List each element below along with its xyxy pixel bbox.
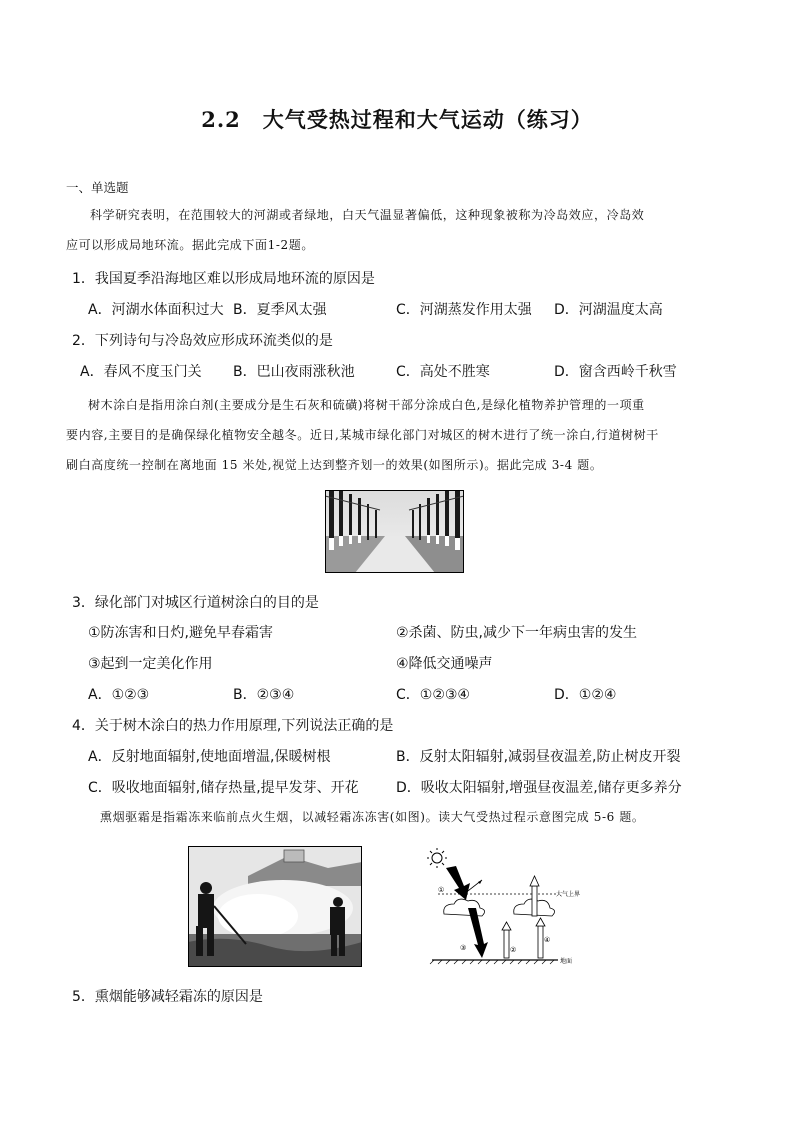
question-1-option-b[interactable]: B．夏季风太强 bbox=[233, 302, 327, 318]
section-heading: 一、单选题 bbox=[66, 180, 129, 195]
atmosphere-heating-diagram bbox=[424, 846, 584, 968]
question-4-option-c[interactable]: C．吸收地面辐射,储存热量,提早发芽、开花 bbox=[88, 780, 359, 796]
question-3-statement-4: ④降低交通噪声 bbox=[396, 656, 493, 672]
question-3-option-c[interactable]: C．①②③④ bbox=[396, 687, 470, 703]
question-3-statement-1: ①防冻害和日灼,避免早春霜害 bbox=[88, 625, 274, 641]
question-4-stem: 4．关于树木涂白的热力作用原理,下列说法正确的是 bbox=[72, 718, 394, 734]
label-ground: 地面 bbox=[560, 958, 573, 965]
question-3-stem: 3．绿化部门对城区行道树涂白的目的是 bbox=[72, 595, 319, 611]
question-4-option-d[interactable]: D．吸收太阳辐射,增强昼夜温差,储存更多养分 bbox=[396, 780, 682, 796]
question-1-option-d[interactable]: D．河湖温度太高 bbox=[554, 302, 663, 318]
question-2-option-b[interactable]: B．巴山夜雨涨秋池 bbox=[233, 364, 355, 380]
question-3-statement-2: ②杀菌、防虫,减少下一年病虫害的发生 bbox=[396, 625, 637, 641]
question-2-option-a[interactable]: A．春风不度玉门关 bbox=[80, 364, 202, 380]
question-5-stem: 5．熏烟能够减轻霜冻的原因是 bbox=[72, 989, 263, 1005]
passage-2-line-1: 树木涂白是指用涂白剂(主要成分是生石灰和硫磺)将树干部分涂成白色,是绿化植物养护管理的一项重 bbox=[88, 398, 645, 412]
label-atmosphere-top: 大气上界 bbox=[556, 891, 581, 898]
question-1-stem: 1．我国夏季沿海地区难以形成局地环流的原因是 bbox=[72, 271, 375, 287]
sun-icon bbox=[427, 848, 447, 868]
page-title: 2.2 大气受热过程和大气运动（练习） bbox=[201, 107, 593, 132]
marker-3: ③ bbox=[460, 944, 467, 952]
marker-1: ① bbox=[438, 886, 445, 894]
question-3-option-a[interactable]: A．①②③ bbox=[88, 687, 150, 703]
question-2-option-d[interactable]: D．窗含西岭千秋雪 bbox=[554, 364, 677, 380]
question-1-option-a[interactable]: A．河湖水体面积过大 bbox=[88, 302, 224, 318]
question-2-option-c[interactable]: C．高处不胜寒 bbox=[396, 364, 490, 380]
passage-2-line-2: 要内容,主要目的是确保绿化植物安全越冬。近日,某城市绿化部门对城区的树木进行了统一涂白,行道树树干 bbox=[66, 428, 659, 442]
question-3-option-d[interactable]: D．①②④ bbox=[554, 687, 617, 703]
passage-1-line-2: 应可以形成局地环流。据此完成下面1-2题。 bbox=[66, 238, 314, 252]
question-2-stem: 2．下列诗句与冷岛效应形成环流类似的是 bbox=[72, 333, 333, 349]
smoke-frost-photo bbox=[188, 846, 362, 967]
passage-3-line-1: 熏烟驱霜是指霜冻来临前点火生烟，以减轻霜冻冻害(如图)。读大气受热过程示意图完成 5-6 题。 bbox=[100, 810, 645, 824]
marker-4: ④ bbox=[544, 936, 551, 944]
passage-2-line-3: 刷白高度统一控制在离地面 15 米处,视觉上达到整齐划一的效果(如图所示)。据此完成 3-4 题。 bbox=[66, 458, 603, 472]
tree-road-photo bbox=[325, 490, 464, 573]
question-4-option-a[interactable]: A．反射地面辐射,使地面增温,保暖树根 bbox=[88, 749, 331, 765]
question-3-statement-3: ③起到一定美化作用 bbox=[88, 656, 213, 672]
passage-1-line-1: 科学研究表明，在范围较大的河湖或者绿地，白天气温显著偏低，这种现象被称为冷岛效应，冷岛效 bbox=[90, 208, 645, 222]
question-3-option-b[interactable]: B．②③④ bbox=[233, 687, 295, 703]
question-4-option-b[interactable]: B．反射太阳辐射,减弱昼夜温差,防止树皮开裂 bbox=[396, 749, 681, 765]
question-1-option-c[interactable]: C．河湖蒸发作用太强 bbox=[396, 302, 532, 318]
marker-2: ② bbox=[510, 946, 517, 954]
